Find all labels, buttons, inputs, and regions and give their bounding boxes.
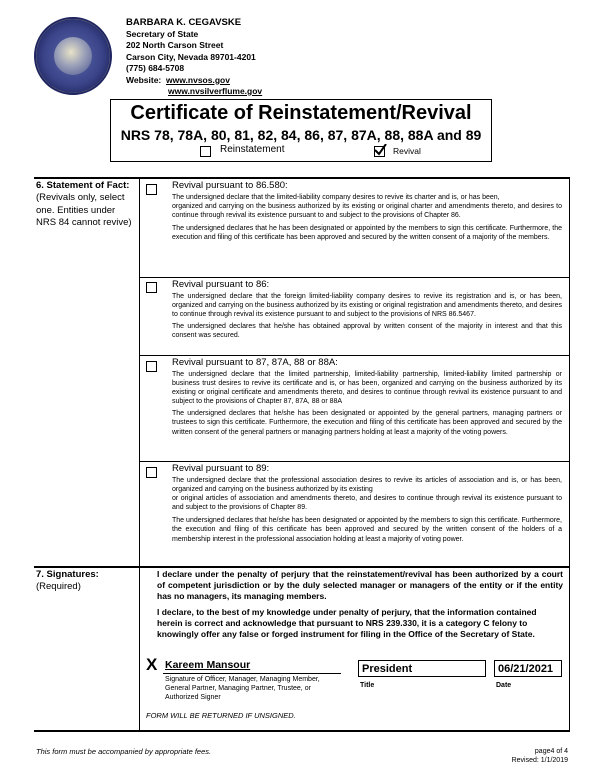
revival-87-88-option [172,357,562,437]
option-paragraph: The undersigned declares that he/she has been designated or appointed by the general partners, managing partners or trustees to sign this certificate. Furthermore, the execution and filing of this certificate has been approved and secured by the written consent of the general partners or managing partners holding at least a majority of the voting powers. [172,410,562,436]
title-field[interactable]: President [358,660,486,677]
option-paragraph: The undersigned declare that the foreign limited-liability company desires to revive its registration and is, or has been, organized and carrying on the business authorized by its existing or original registration and amendments thereto, and desires to continue through revival its existence pursuant to and subject to the provisions of NRS 86.5467. [172,293,562,319]
secretary-name: BARBARA K. CEGAVSKE [126,17,242,28]
option-paragraph: The undersigned declare that the professional association desires to revive its articles of association and is, or has been, organized and carrying on the business authorized by its existing [172,477,562,494]
fees-note: This form must be accompanied by appropriate fees. [36,747,212,756]
revival-86-580-option [172,180,562,242]
column-divider [139,177,140,730]
reinstatement-label: Reinstatement [220,144,285,155]
revival-86-checkbox[interactable] [146,282,157,293]
option-paragraph: The undersigned declares that he has been designated or appointed by the members to sign this certificate. Furthermore, the execution and filing of this certificate has been approved and secured by the written consent of a majority of the members. [172,225,562,242]
date-caption: Date [496,682,512,689]
option-heading: Revival pursuant to 86: [172,279,270,290]
reinstatement-checkbox[interactable] [200,146,211,157]
section6-top-rule [34,177,570,179]
form-title: Certificate of Reinstatement/Revival [130,102,472,124]
revival-89-option [172,463,562,544]
revised-date: Revised: 1/1/2019 [511,757,568,764]
option-divider-2 [139,355,569,356]
revival-checkbox[interactable] [374,146,385,157]
date-field[interactable]: 06/21/2021 [494,660,562,677]
unsigned-warning: FORM WILL BE RETURNED IF UNSIGNED. [146,711,296,720]
right-border [569,177,570,730]
phone-number: (775) 684-5708 [126,63,185,73]
declaration-authorization: I declare under the penalty of perjury that the reinstatement/revival has been authorized by a court of competent jurisdiction or by the duly selected manager or managers of the entity or if the entity has no managers, its managing members. [157,569,563,602]
section6-label-block [36,180,136,230]
option-paragraph: The undersigned declares that he/she has obtained approval by written consent of the majority in interest and that this consent was secured. [172,323,562,340]
signature-x-mark: X [146,655,158,674]
revival-86-option [172,279,562,340]
option-heading: Revival pursuant to 89: [172,463,270,474]
option-paragraph: or original articles of association and amendments thereto, and desires to continue through revival its existence pursuant to and subject to the provisions of Chapter 89. [172,495,562,512]
section7-label-block [36,569,136,594]
option-paragraph: organized and carrying on the business authorized by its existing or original charter and amendments thereto, and desires to continue through revival its existence pursuant to and subject to the provisions of Chapter 86. [172,203,562,220]
signature-caption: Signature of Officer, Manager, Managing Member, General Partner, Managing Partner, Trustee, or Authorized Signer [165,676,320,702]
option-paragraph: The undersigned declares that he/she has been designated or appointed by the members to sign this certificate. Furthermore, the execution and filing of this certificate has been approved and secured by the written consent of the holders of a membership interest in the professional association holding at least a majority of voting power. [172,517,562,543]
option-divider-1 [139,277,569,278]
title-caption: Title [360,682,375,689]
website-label: Website: [126,74,162,85]
section6-note: (Revivals only, select one. Entities under NRS 84 cannot revive) [36,192,132,228]
revival-86-580-checkbox[interactable] [146,184,157,195]
bottom-rule [34,730,570,732]
address-line-2: Carson City, Nevada 89701-4201 [126,51,256,62]
revival-label: Revival [393,146,421,156]
page-info [512,747,568,765]
form-title-box [110,99,492,162]
option-paragraph: The undersigned declare that the limited partnership, limited-liability partnership, limited-liability limited partnership or business trust desires to revive its certificate and is, or has been, organized and carrying on the business authorized by its existing or original certificate and amendments thereto, and desires to continue through revival its existence pursuant to and subject to the provisions of Chapter 87, 87A, 88 or 88A [172,371,562,406]
secretary-contact-block [126,17,262,98]
section7-label: 7. Signatures: [36,569,99,580]
option-divider-3 [139,461,569,462]
nevada-state-seal-logo [34,17,112,95]
website-link-nvsos[interactable]: www.nvsos.gov [166,74,230,85]
checkmark-icon [374,144,387,157]
revival-89-checkbox[interactable] [146,467,157,478]
form-subtitle: NRS 78, 78A, 80, 81, 82, 84, 86, 87, 87A, 88, 88A and 89 [120,127,482,143]
signature-line [163,673,341,674]
section7-note: (Required) [36,581,81,592]
option-heading: Revival pursuant to 86.580: [172,180,288,191]
option-paragraph: The undersigned declare that the limited-liability company desires to revive its charter and is, or has been, [172,194,500,201]
section7-top-rule [34,566,570,568]
website-link-silverflume[interactable]: www.nvsilverflume.gov [168,86,263,96]
declarations [157,569,563,640]
section6-label: 6. Statement of Fact: [36,180,130,191]
page-number: page4 of 4 [534,748,568,755]
revival-87-88-checkbox[interactable] [146,361,157,372]
signer-name[interactable]: Kareem Mansour [165,659,251,671]
secretary-title: Secretary of State [126,28,199,39]
declaration-perjury: I declare, to the best of my knowledge under penalty of perjury, that the information contained herein is correct and acknowledge that pursuant to NRS 239.330, it is a category C felony to knowingly offer any false or forged instrument for filing in the Office of the Secretary of State. [157,606,537,640]
option-heading: Revival pursuant to 87, 87A, 88 or 88A: [172,357,338,368]
address-line-1: 202 North Carson Street [126,40,224,50]
